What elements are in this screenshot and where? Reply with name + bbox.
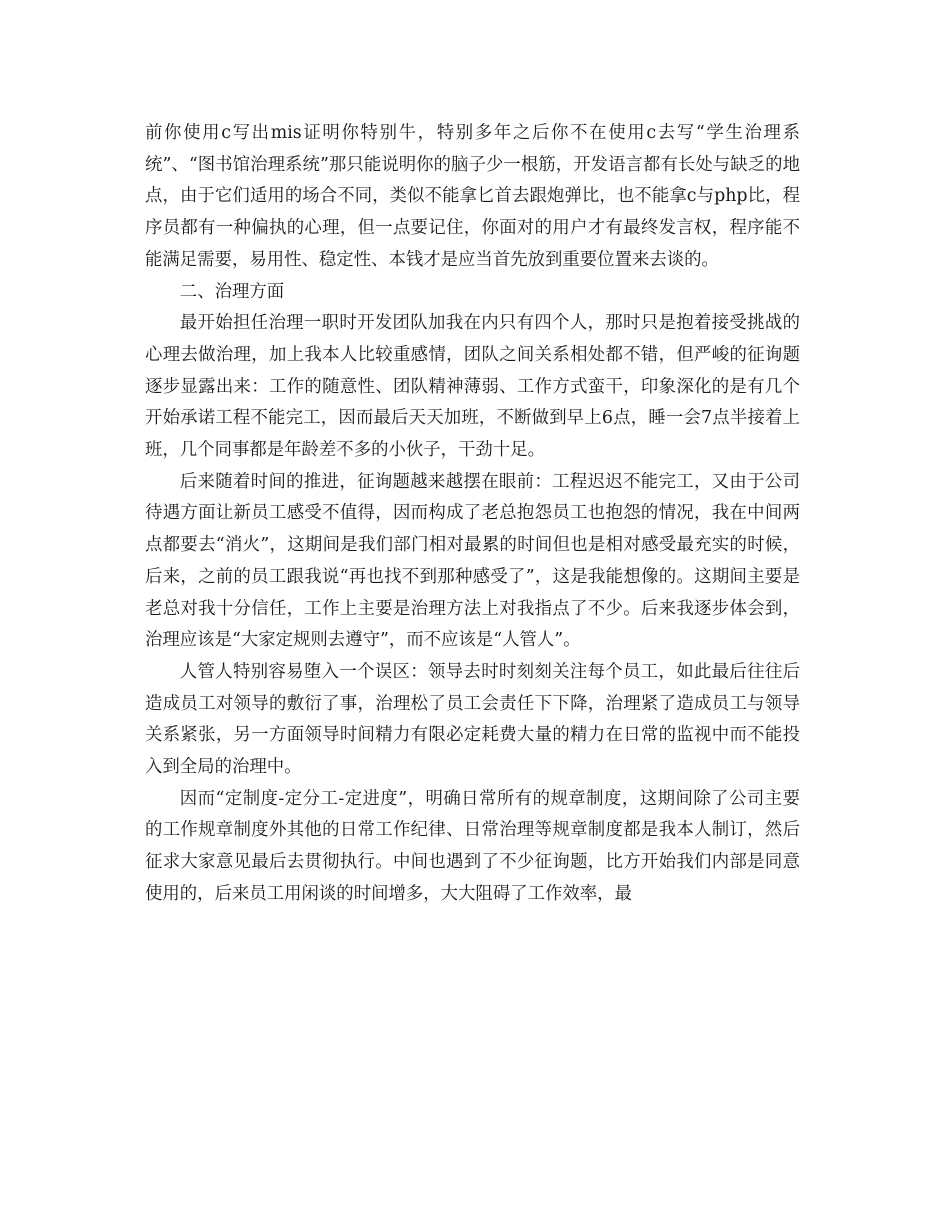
document-body (145, 118, 800, 911)
paragraph-later-problems: 后来随着时间的推进，征询题越来越摆在眼前：工程迟迟不能完工，又由于公司待遇方面让新员工感受不值得，因而构成了老总抱怨员工也抱怨的情况，我在中间两点都要去“消火”，这期间是我们部门相对最累的时间但也是相对感受最充实的时候，后来，之前的员工跟我说“再也找不到那种感受了”，这是我能想像的。这期间主要是老总对我十分信任，工作上主要是治理方法上对我指点了不少。后来我逐步体会到，治理应该是“大家定规则去遵守”，而不应该是“人管人”。 (145, 471, 800, 651)
paragraph-rules-division-schedule: 因而“定制度-定分工-定进度”，明确日常所有的规章制度，这期间除了公司主要的工作规章制度外其他的日常工作纪律、日常治理等规章制度都是我本人制订，然后征求大家意见最后去贯彻执行。中间也遇到了不少征询题，比方开始我们内部是同意使用的，后来员工用闲谈的时间增多，大大阻碍了工作效率，最 (145, 788, 800, 904)
paragraph-people-managing-people: 人管人特别容易堕入一个误区：领导去时时刻刻关注每个员工，如此最后往往后造成员工对领导的敷衍了事，治理松了员工会责任下下降，治理紧了造成员工与领导关系紧张，另一方面领导时间精力有限必定耗费大量的精力在日常的监视中而不能投入到全局的治理中。 (145, 661, 800, 778)
paragraph-management-start: 最开始担任治理一职时开发团队加我在内只有四个人，那时只是抱着接受挑战的心理去做治理，加上我本人比较重感情，团队之间关系相处都不错，但严峻的征询题逐步显露出来：工作的随意性、团队精神薄弱、工作方式蛮干，印象深化的是有几个开始承诺工程不能完工，因而最后天天加班，不断做到早上6点，睡一会7点半接着上班，几个同事都是年龄差不多的小伙子，干劲十足。 (145, 313, 800, 461)
section-heading-management: 二、治理方面 (179, 281, 285, 302)
paragraph-intro-continued: 前你使用c写出mis证明你特别牛，特别多年之后你不在使用c去写“学生治理系统”、“图书馆治理系统”那只能说明你的脑子少一根筋，开发语言都有长处与缺乏的地点，由于它们适用的场合不同，类似不能拿匕首去跟炮弹比，也不能拿c与php比，程序员都有一种偏执的心理，但一点要记住，你面对的用户才有最终发言权，程序能不能满足需要，易用性、稳定性、本钱才是应当首先放到重要位置来去谈的。 (145, 123, 800, 270)
